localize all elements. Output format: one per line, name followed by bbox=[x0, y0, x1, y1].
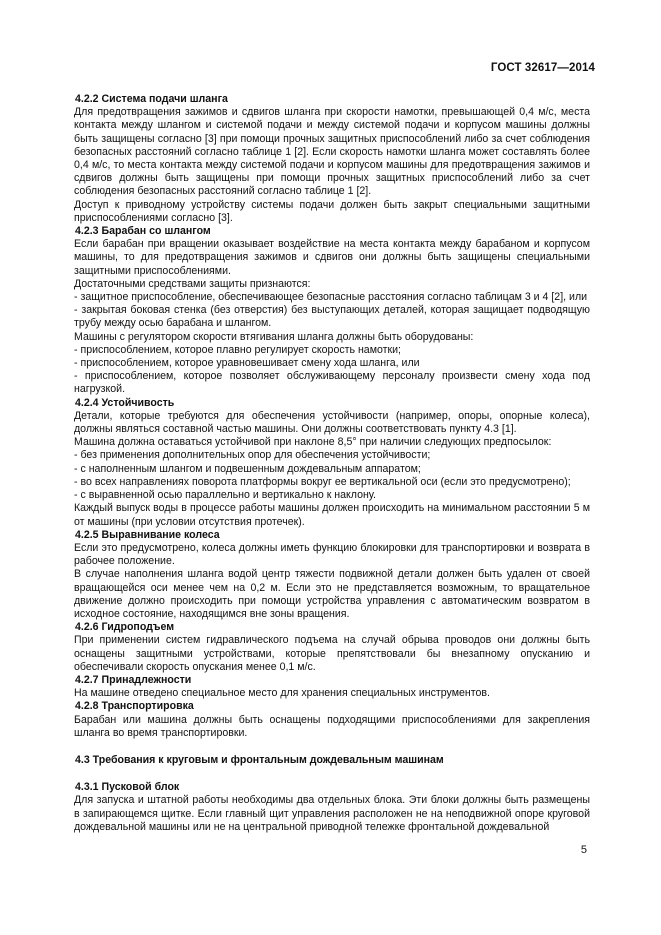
section-heading: 4.3.1 Пусковой блок bbox=[75, 781, 180, 794]
paragraph: Если барабан при вращении оказывает воздействие на места контакта между барабаном и корпусом машины, то для предотвращения зажимов и сдвигов они должны быть защищены специальными защитными приспособлениями. bbox=[74, 238, 590, 277]
paragraph: Достаточными средствами защиты признаются: bbox=[74, 277, 311, 290]
section-heading: 4.2.2 Система подачи шланга bbox=[75, 93, 228, 105]
paragraph: - закрытая боковая стенка (без отверстия) без выступающих деталей, которая защищает подводящую трубу между осью барабана и шлангом. bbox=[74, 304, 590, 330]
paragraph: В случае наполнения шланга водой центр тяжести подвижной детали должен быть удален от своей вращающейся оси менее чем на 0,2 м. Если это не представляется возможным, то вращательное движение должно происходить при помощи устройства управления с автоматическим возвратом в исходное состояние, находящимся вне зоны вращения. bbox=[74, 568, 590, 620]
paragraph: - во всех направлениях поворота платформы вокруг ее вертикальной оси (если это предусмотрено); bbox=[74, 475, 571, 488]
paragraph: Доступ к приводному устройству системы подачи должен быть закрыт специальными защитными приспособлениями согласно [3]. bbox=[74, 198, 590, 224]
section-heading: 4.2.3 Барабан со шлангом bbox=[75, 225, 211, 238]
section-heading: 4.3 Требования к круговым и фронтальным дождевальным машинам bbox=[75, 753, 444, 766]
section-heading: 4.2.5 Выравнивание колеса bbox=[75, 528, 220, 541]
section-heading: 4.2.8 Транспортировка bbox=[75, 700, 194, 713]
paragraph: - приспособлением, которое плавно регулирует скорость намотки; bbox=[74, 343, 401, 356]
paragraph: Для предотвращения зажимов и сдвигов шланга при скорости намотки, превышающей 0,4 м/с, места контакта между шлангом и системой подачи и между системой подачи и корпусом машины должны быть защищены согласно [3] при помощи прочных защитных приспособлений либо за счет соблюдения безопасных расстояний согласно таблице 1 [2]. Если скорость намотки шланга может составлять более 0,4 м/с, то места контакта между системой подачи и корпусом машины для предотвращения зажимов и сдвигов должны быть защищены при помощи прочных защитных приспособлений либо за счет соблюдения безопасных расстояний согласно таблице 1 [2]. bbox=[74, 106, 590, 198]
document-code-header: ГОСТ 32617—2014 bbox=[490, 62, 595, 74]
paragraph: - приспособлением, которое уравновешивает смену хода шланга, или bbox=[74, 357, 420, 370]
paragraph: Детали, которые требуются для обеспечения устойчивости (например, опоры, опорные колеса), должны являться составной частью машины. Они должны соответствовать пункту 4.3 [1]. bbox=[74, 409, 590, 436]
document-body bbox=[74, 93, 590, 834]
paragraph: - защитное приспособление, обеспечивающее безопасные расстояния согласно таблицам 3 и 4 [2], или bbox=[74, 291, 588, 304]
paragraph: На машине отведено специальное место для хранения специальных инструментов. bbox=[74, 687, 490, 700]
paragraph: - без применения дополнительных опор для обеспечения устойчивости; bbox=[74, 449, 431, 462]
section-heading: 4.2.6 Гидроподъем bbox=[75, 621, 175, 634]
section-heading: 4.2.4 Устойчивость bbox=[75, 396, 175, 409]
section-heading: 4.2.7 Принадлежности bbox=[75, 673, 192, 686]
paragraph: Если это предусмотрено, колеса должны иметь функцию блокировки для транспортировки и возврата в рабочее положение. bbox=[74, 541, 590, 568]
paragraph: При применении систем гидравлического подъема на случай обрыва проводов они должны быть оснащены защитными устройствами, которые препятствовали бы внезапному опусканию и обеспечивали скорость опускания менее 0,1 м/с. bbox=[74, 634, 590, 673]
paragraph: Для запуска и штатной работы необходимы два отдельных блока. Эти блоки должны быть размещены в запирающемся щитке. Если главный щит управления расположен не на неподвижной опоре круговой дождевальной машины или не на центральной приводной тележке фронтальной дождевальной bbox=[74, 794, 590, 833]
paragraph: - с выравненной осью параллельно и вертикально к наклону. bbox=[74, 489, 376, 502]
paragraph: Машины с регулятором скорости втягивания шланга должны быть оборудованы: bbox=[74, 330, 474, 343]
section-spacer bbox=[74, 740, 590, 754]
paragraph: - с наполненным шлангом и подвешенным дождевальным аппаратом; bbox=[74, 462, 421, 475]
paragraph: Каждый выпуск воды в процессе работы машины должен происходить на минимальном расстоянии 5 м от машины (при условии отсутствия протечек). bbox=[74, 502, 590, 528]
paragraph: Барабан или машина должны быть оснащены подходящими приспособлениями для закрепления шланга во время транспортировки. bbox=[74, 713, 590, 739]
paragraph: - приспособлением, которое позволяет обслуживающему персоналу произвести смену хода под нагрузкой. bbox=[74, 370, 590, 396]
page-number: 5 bbox=[580, 844, 587, 856]
section-spacer bbox=[74, 767, 590, 781]
paragraph: Машина должна оставаться устойчивой при наклоне 8,5° при наличии следующих предпосылок: bbox=[74, 436, 552, 449]
